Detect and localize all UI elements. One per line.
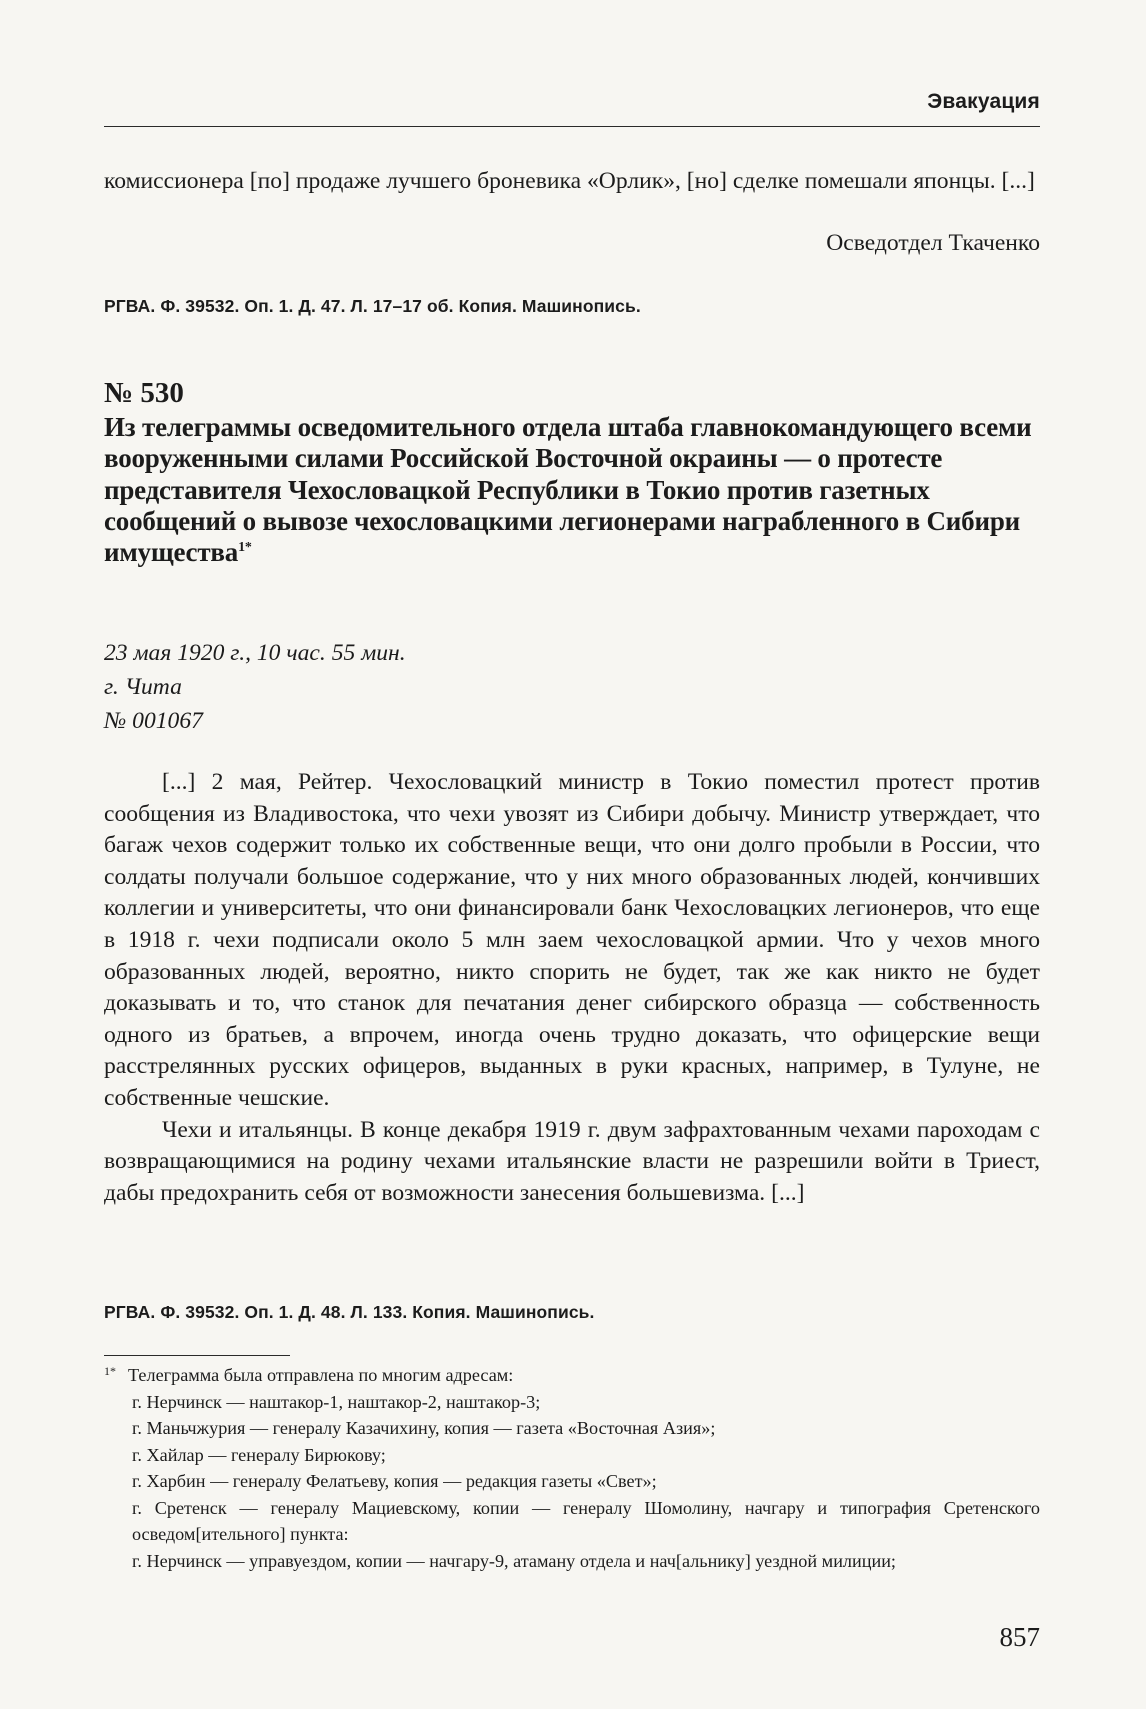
footnote-rule bbox=[104, 1355, 290, 1356]
running-title: Эвакуация bbox=[927, 90, 1040, 113]
footnote-intro bbox=[104, 1362, 1040, 1389]
document-reg-number: № 001067 bbox=[104, 708, 203, 734]
page-number: 857 bbox=[999, 1622, 1040, 1652]
footnote-address-line: г. Маньчжурия — генералу Казачихину, копия — газета «Восточная Азия»; bbox=[132, 1418, 716, 1438]
footnote-address-line: г. Харбин — генералу Фелатьеву, копия — редакция газеты «Свет»; bbox=[132, 1471, 657, 1491]
document-place: г. Чита bbox=[104, 674, 182, 700]
document-title bbox=[104, 412, 1040, 568]
footnote-intro-text: Телеграмма была отправлена по многим адресам: bbox=[128, 1365, 514, 1385]
header-rule bbox=[104, 126, 1040, 127]
document-body bbox=[104, 767, 1040, 1209]
body-paragraph: [...] 2 мая, Рейтер. Чехословацкий министр в Токио поместил протест против сообщения из Владивостока, что чехи увозят из Сибири добычу. Министр утверждает, что багаж чехов содержит только их собственные вещи, что они долго пробыли в России, что солдаты получали большое содержание, что у них много образованных людей, кончивших коллегии и университеты, что они финансировали банк Чехословацких легионеров, что еще в 1918 г. чехи подписали около 5 млн заем чехословацкой армии. Что у чехов много образованных людей, вероятно, никто спорить не будет, так же как никто не будет доказывать и то, что станок для печатания денег сибирского образца — собственность одного из братьев, а впрочем, иногда очень трудно доказать, что офицерские вещи расстрелянных русских офицеров, выданных в руки красных, например, в Тулуне, не собственные чешские. bbox=[104, 769, 1040, 1111]
previous-document-continuation: комиссионера [по] продаже лучшего броневика «Орлик», [но] сделке помешали японцы. [...] bbox=[104, 168, 1035, 194]
previous-document-signature: Осведотдел Ткаченко bbox=[826, 230, 1040, 256]
document-date: 23 мая 1920 г., 10 час. 55 мин. bbox=[104, 640, 406, 666]
footnote-address-line: г. Сретенск — генералу Мациевскому, копии — генералу Шомолину, начгару и типография Сретенского осведом[ительного] пункта: bbox=[132, 1497, 1040, 1544]
footnote-address-line: г. Нерчинск — управуездом, копии — начгару-9, атаману отдела и нач[альнику] уездной милиции; bbox=[132, 1550, 896, 1571]
title-footnote-mark: 1* bbox=[238, 540, 252, 556]
footnote-address-line: г. Хайлар — генералу Бирюкову; bbox=[132, 1444, 386, 1465]
footnote bbox=[104, 1362, 1040, 1574]
document-meta bbox=[104, 636, 406, 738]
document-source: РГВА. Ф. 39532. Оп. 1. Д. 48. Л. 133. Копия. Машинопись. bbox=[104, 1302, 595, 1322]
footnote-address-line: г. Нерчинск — наштакор-1, наштакор-2, наштакор-3; bbox=[132, 1391, 541, 1412]
previous-document-source: РГВА. Ф. 39532. Оп. 1. Д. 47. Л. 17–17 об. Копия. Машинопись. bbox=[104, 296, 641, 316]
body-paragraph: Чехи и итальянцы. В конце декабря 1919 г. двум зафрахтованным чехами пароходам с возвращающимися на родину чехами итальянские власти не разрешили войти в Триест, дабы предохранить себя от возможности занесения большевизма. [...] bbox=[104, 1116, 1040, 1206]
footnote-mark: 1* bbox=[104, 1364, 116, 1378]
document-number: № 530 bbox=[104, 377, 184, 409]
document-title-text: Из телеграммы осведомительного отдела штаба главнокомандующего всеми вооруженными силами Российской Восточной окраины — о протесте представителя Чехословацкой Республики в Токио против газетных сообщений о вывозе чехословацкими легионерами награбленного в Сибири имущества bbox=[104, 412, 1032, 568]
